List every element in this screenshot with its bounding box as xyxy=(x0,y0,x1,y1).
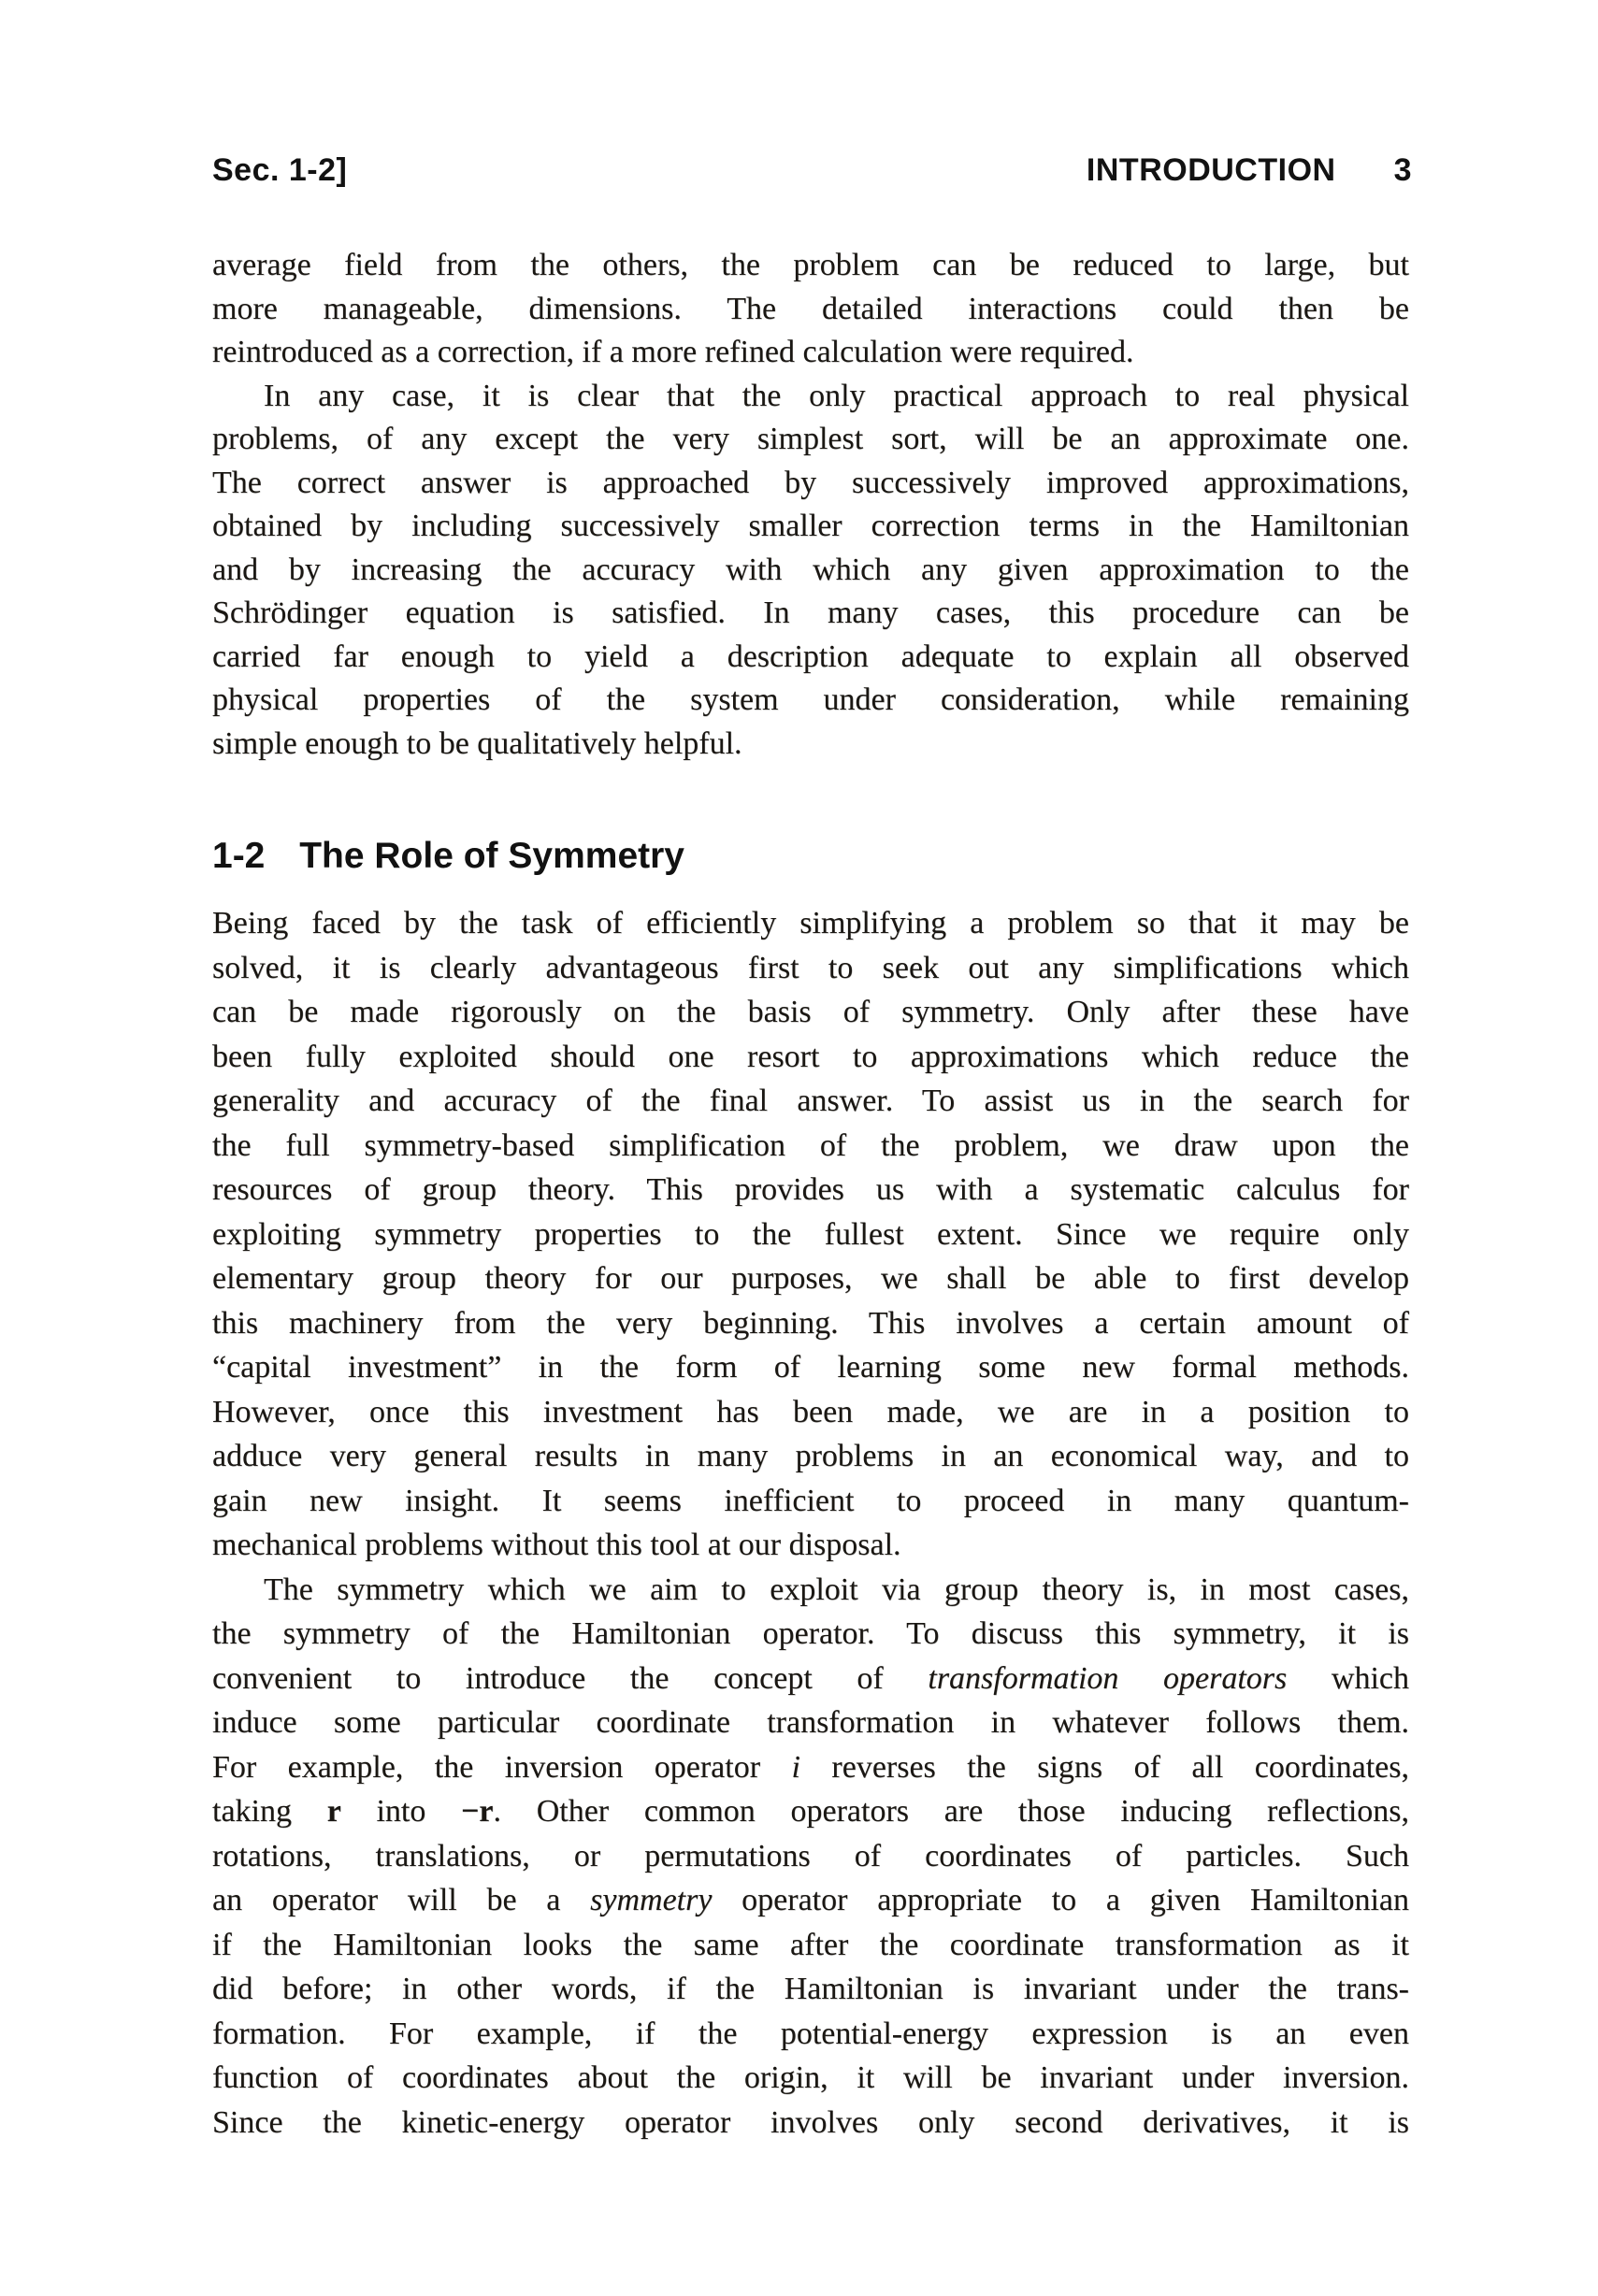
text-line: In any case, it is clear that the only practical approach to real physical xyxy=(264,378,1409,413)
text-line: simple enough to be qualitatively helpful. xyxy=(212,725,742,761)
text-line: rotations, translations, or permutations of coordinates of particles. Such xyxy=(212,1838,1409,1873)
text-line: mechanical problems without this tool at our disposal. xyxy=(212,1528,901,1562)
running-header xyxy=(212,151,1412,189)
italic-text: symmetry xyxy=(590,1883,713,1917)
text-line: reintroduced as a correction, if a more refined calculation were required. xyxy=(212,335,1134,369)
italic-text: i xyxy=(791,1749,800,1785)
text-line: Since the kinetic-energy operator involves only second derivatives, it is xyxy=(212,2104,1409,2140)
text-line: carried far enough to yield a description adequate to explain all observed xyxy=(212,639,1409,674)
text-line: function of coordinates about the origin, it will be invariant under inversion. xyxy=(212,2060,1409,2095)
text-line: been fully exploited should one resort to approximations which reduce the xyxy=(212,1039,1409,1074)
text-line: convenient to introduce the concept of transformation operators which xyxy=(212,1660,1410,1696)
text-line: “capital investment” in the form of learning some new formal methods. xyxy=(212,1350,1409,1385)
text-line: average field from the others, the problem can be reduced to large, but xyxy=(212,248,1409,282)
text-column-lower xyxy=(212,901,1409,2145)
italic-text: transformation operators xyxy=(928,1660,1288,1696)
text-line: problems, of any except the very simplest sort, will be an approximate one. xyxy=(212,422,1409,456)
text-line: more manageable, dimensions. The detailed interactions could then be xyxy=(212,291,1409,326)
text-line: did before; in other words, if the Hamiltonian is invariant under the trans- xyxy=(212,1972,1409,2006)
text-line: The correct answer is approached by successively improved approximations, xyxy=(212,465,1409,500)
paragraph xyxy=(212,244,1409,375)
paragraph xyxy=(212,1568,1409,2145)
text-line: if the Hamiltonian looks the same after the coordinate transformation as it xyxy=(212,1927,1409,1962)
section-number: 1-2 xyxy=(212,836,266,876)
text-line: exploiting symmetry properties to the fullest extent. Since we require only xyxy=(212,1216,1409,1252)
bold-text: −r xyxy=(461,1794,494,1829)
text-line: can be made rigorously on the basis of symmetry. Only after these have xyxy=(212,995,1409,1029)
text-line: physical properties of the system under consideration, while remaining xyxy=(212,682,1409,717)
chapter-title: INTRODUCTION xyxy=(1086,152,1336,188)
text-line: taking r into −r. Other common operators are those inducing reflections, xyxy=(212,1794,1409,1829)
text-line: the symmetry of the Hamiltonian operator. To discuss this symmetry, it is xyxy=(212,1616,1409,1651)
section-label: Sec. 1-2] xyxy=(212,152,348,188)
text-line: solved, it is clearly advantageous first to seek out any simplifications which xyxy=(212,950,1409,985)
paragraph xyxy=(212,901,1409,1568)
text-line: resources of group theory. This provides us with a systematic calculus for xyxy=(212,1172,1409,1207)
section-title: The Role of Symmetry xyxy=(299,836,684,876)
text-line: Being faced by the task of efficiently simplifying a problem so that it may be xyxy=(212,906,1409,940)
text-line: Schrödinger equation is satisfied. In many cases, this procedure can be xyxy=(212,596,1409,630)
text-line: elementary group theory for our purposes, we shall be able to first develop xyxy=(212,1261,1409,1296)
text-column-upper xyxy=(212,244,1409,766)
text-line: However, once this investment has been made, we are in a position to xyxy=(212,1394,1409,1429)
page-number: 3 xyxy=(1393,152,1412,188)
text-line: The symmetry which we aim to exploit via group theory is, in most cases, xyxy=(264,1571,1409,1607)
text-line: induce some particular coordinate transformation in whatever follows them. xyxy=(212,1705,1409,1740)
text-line: this machinery from the very beginning. This involves a certain amount of xyxy=(212,1305,1409,1341)
text-line: For example, the inversion operator i reverses the signs of all coordinates, xyxy=(212,1749,1409,1785)
text-line: the full symmetry-based simplification of the problem, we draw upon the xyxy=(212,1127,1409,1163)
paragraph xyxy=(212,375,1409,767)
text-line: obtained by including successively smaller correction terms in the Hamiltonian xyxy=(212,509,1409,543)
section-heading xyxy=(212,836,684,877)
text-line: generality and accuracy of the final answer. To assist us in the search for xyxy=(212,1083,1409,1118)
text-line: an operator will be a symmetry operator appropriate to a given Hamiltonian xyxy=(212,1883,1410,1917)
bold-text: r xyxy=(326,1794,341,1829)
running-title-group xyxy=(1087,151,1412,189)
text-line: and by increasing the accuracy with which any given approximation to the xyxy=(212,552,1409,587)
text-line: formation. For example, if the potential-energy expression is an even xyxy=(212,2016,1409,2051)
text-line: adduce very general results in many problems in an economical way, and to xyxy=(212,1439,1409,1473)
text-line: gain new insight. It seems inefficient to proceed in many quantum- xyxy=(212,1483,1409,1518)
